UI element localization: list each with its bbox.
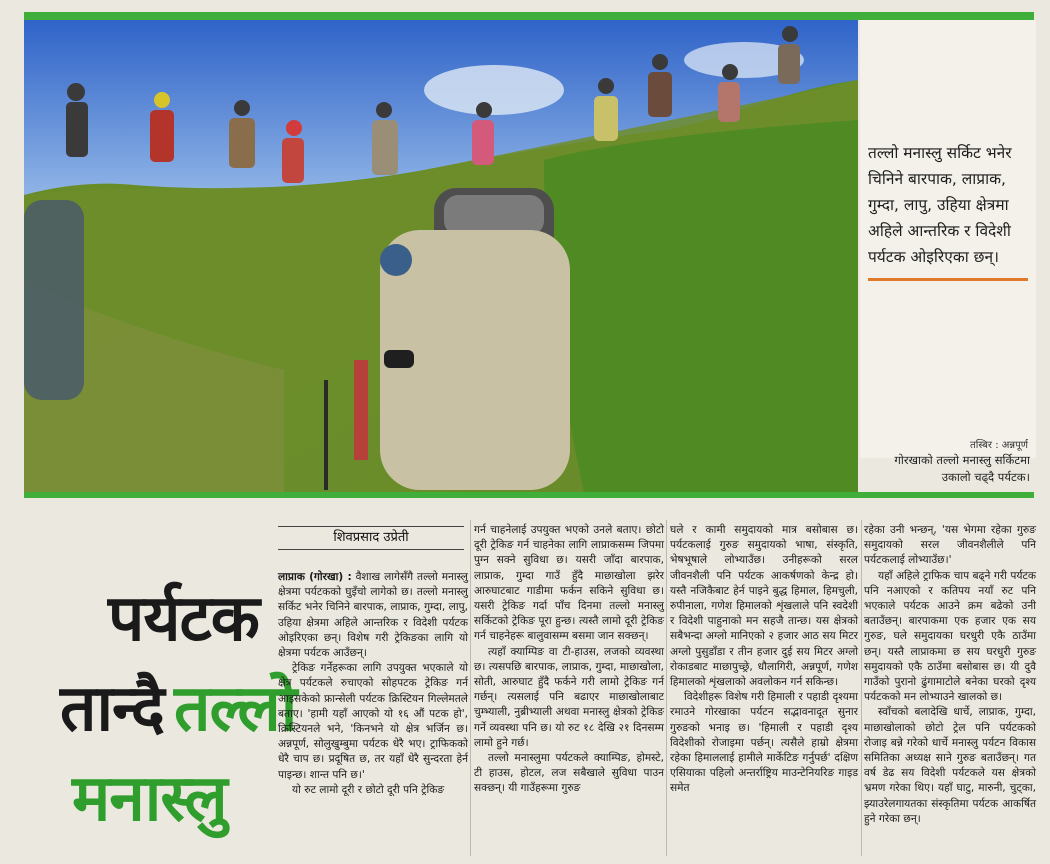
paragraph: यो रुट लामो दूरी र छोटो दूरी पनि ट्रेकिङ [292, 783, 445, 796]
paragraph: यहाँ अहिले ट्राफिक चाप बढ्ने गरी पर्यटक पनि नआएको र कतिपय नयाँ रुट पनि भएकाले पर्यटक आउने क्रम बढेको उनी बताउँछन्। बारपाकमा एक हजार एक सय गुरुङ, घले समुदायका घरधुरी एकै ठाउँमा छन्। यस्तै लाप्राकमा छ सय घरधुरी गुरुङ समुदायको एकै ठाउँमा बसोबास छ। यी दुवै गाउँको पुरानो ढुंगामाटोले बनेका घरको दृश्य पर्यटकको मन लोभ्याउने खालको छ। [864, 569, 1036, 704]
paragraph: स्वाँचको बलादेखि धार्चे, लाप्राक, गुम्दा, माछाखोलाको छोटो ट्रेल पनि पर्यटकको रोजाइ बन्ने गरेको धार्चे मनास्लु पर्यटन विकास समितिका अध्यक्ष साने गुरुङ बताउँछन्। गत वर्ष डेढ सय विदेशी पर्यटकले यस क्षेत्रको भ्रमण गरेका थिए। यहाँ घाटु, मारुनी, चुट्का, झ्याउरेलगायतका संस्कृतिमा पर्यटक आकर्षित हुने गरेका छन्। [864, 706, 1036, 825]
headline-line-2b: तल्लो [174, 672, 297, 746]
column-divider [861, 520, 862, 856]
photo-caption: गोरखाको तल्लो मनास्लु सर्किटमा उकालो चढ्दै पर्यटक। [894, 453, 1030, 484]
pull-quote-box [860, 20, 1036, 458]
photo-credit: तस्बिर : अन्नपूर्ण [970, 440, 1028, 451]
paragraph: गर्न चाहनेलाई उपयुक्त भएको उनले बताए। छोटो दूरी ट्रेकिङ गर्न चाहनेका लागि लाप्राकसम्म जिपमा पुग्न सक्ने सुविधा छ। यसरी जाँदा बारपाक, लाप्राक, गुम्दा गाउँ हुँदै माछाखोला झरेर आरुघाटबाट गाडीमा फर्कन सकिने सुविधा छ। यसरी ट्रेकिङ गर्दा पाँच दिनमा तल्लो मनास्लु सर्किटको ट्रेकिङ पूरा हुन्छ। त्यस्तै लामो दूरी ट्रेकिङ गर्न चाहनेहरू बालुवासम्म बसमा जान सक्छन्। [474, 524, 664, 643]
paragraph [278, 570, 468, 661]
headline-line-1: पर्यटक [108, 582, 259, 656]
paragraph: तल्लो मनास्लुमा पर्यटकले क्याम्पिङ, होमस्टे, टी हाउस, होटल, लज सबैखाले सुविधा पाउन सक्छन्। यी गाउँहरूमा गुरुङ [474, 752, 664, 795]
trekkers-photo [24, 20, 858, 492]
pull-quote-rule [868, 278, 1028, 281]
paragraph: ट्रेकिङ गर्नेहरूका लागि उपयुक्त भएकाले यो क्षेत्र पर्यटकले रुचाएको सोहपटक ट्रेकिङ गर्न आइसकेको फ्रान्सेली पर्यटक क्रिस्टियन गिल्लेमतले बताए। 'हामी यहाँ आएको यो १६ औं पटक हो', क्रिस्टियनले भने, 'किनभने यो क्षेत्र भर्जिन छ। अन्नपूर्ण, सोलुखुम्बुमा पर्यटक धेरै भए। ट्राफिकको धेरै चाप छ। प्रदूषित छ, तर यहाँ धेरै सुन्दरता हेर्न पाइन्छ। शान्त पनि छ।' [278, 662, 468, 781]
paragraph: रहेका उनी भन्छन्, 'यस भेगमा रहेका गुरुङ समुदायको सरल जीवनशैलीले पनि पर्यटकलाई लोभ्याउँछ।' [864, 524, 1036, 567]
article-column-3 [670, 523, 858, 797]
dateline: लाप्राक (गोरखा) : [278, 571, 352, 583]
article-column-4 [864, 523, 1036, 827]
paragraph-text: वैशाख लागेसँगै तल्लो मनास्लु क्षेत्रमा पर्यटकको घुइँचो लागेको छ। तल्लो मनास्लु सर्किट भनेर चिनिने बारपाक, लाप्राक, गुम्दा, लापु, उहिया क्षेत्रमा अहिले आन्तरिक र विदेशी पर्यटक ओइरिएका छन्। विशेष गरी ट्रेकिङका लागि यो क्षेत्रमा पर्यटक आउँछन्। [278, 571, 468, 660]
headline-line-2a: तान्दै [60, 672, 164, 746]
paragraph: घले र कामी समुदायको मात्र बसोबास छ। पर्यटकलाई गुरुङ समुदायको भाषा, संस्कृति, भेषभूषाले लोभ्याउँछ। उनीहरूको सरल जीवनशैली पनि पर्यटक आकर्षणको केन्द्र हो। यस्तै नजिकैबाट हेर्न पाइने बुद्ध हिमाल, हिमचुली, रुपीनाला, गणेश हिमालको शृंखलाले पनि स्वदेशी र विदेशी पाहुनाको मन सहजै तान्छ। यस क्षेत्रको सबैभन्दा अग्लो मानिएको २ हजार आठ सय मिटर अग्लो पुसुडाँडा र तीन हजार दुई सय मिटर अग्लो रोकाडबाट माछापुच्छ्रे, धौलागिरी, अन्नपूर्ण, गणेश हिमालको शृंखलाको अवलोकन गर्न सकिन्छ। [670, 524, 858, 689]
pull-quote: तल्लो मनास्लु सर्किट भनेर चिनिने बारपाक, लाप्राक, गुम्दा, लापु, उहिया क्षेत्रमा अहिले आन्तरिक र विदेशी पर्यटक ओइरिएका छन्। [868, 144, 1012, 266]
byline: शिवप्रसाद उप्रेती [278, 526, 464, 550]
column-divider [666, 520, 667, 856]
headline-line-3: मनास्लु [72, 762, 227, 836]
paragraph: त्यहाँ क्याम्पिङ वा टी-हाउस, लजको व्यवस्था छ। त्यसपछि बारपाक, लाप्राक, गुम्दा, माछाखोला, सोती, आरुघाट हुँदै फर्कने गरी लामो ट्रेकिङ गर्न गर्छन्। त्यसलाई पनि बढाएर माछाखोलाबाट चुम्भ्याली, नुब्रीभ्याली अथवा मनास्लु क्षेत्रको ट्रेकिङ गर्ने व्यवस्था पनि छ। यो रुट १८ देखि २१ दिनसम्म लामो हुने गर्छ। [474, 645, 664, 749]
bottom-green-rule [24, 492, 1034, 498]
top-green-rule [24, 12, 1034, 20]
article-column-2 [474, 523, 664, 797]
column-divider [470, 520, 471, 856]
trekkers-hillside-photo [24, 20, 858, 492]
paragraph: विदेशीहरू विशेष गरी हिमाली र पहाडी दृश्यमा रमाउने गोरखाका पर्यटन सद्भावनादूत सुनार गुरुङको भनाइ छ। 'हिमाली र पहाडी दृश्य विदेशीको रोजाइमा पर्छन्। त्यसैले हाम्रो क्षेत्रमा रहेका हिमाललाई हामीले मार्केटिङ गर्नुपर्छ' दक्षिण एसियाका पहिलो अन्तर्राष्ट्रिय माउन्टेनियरिङ गाइड समेत [670, 691, 858, 795]
article-column-1 [278, 570, 468, 798]
